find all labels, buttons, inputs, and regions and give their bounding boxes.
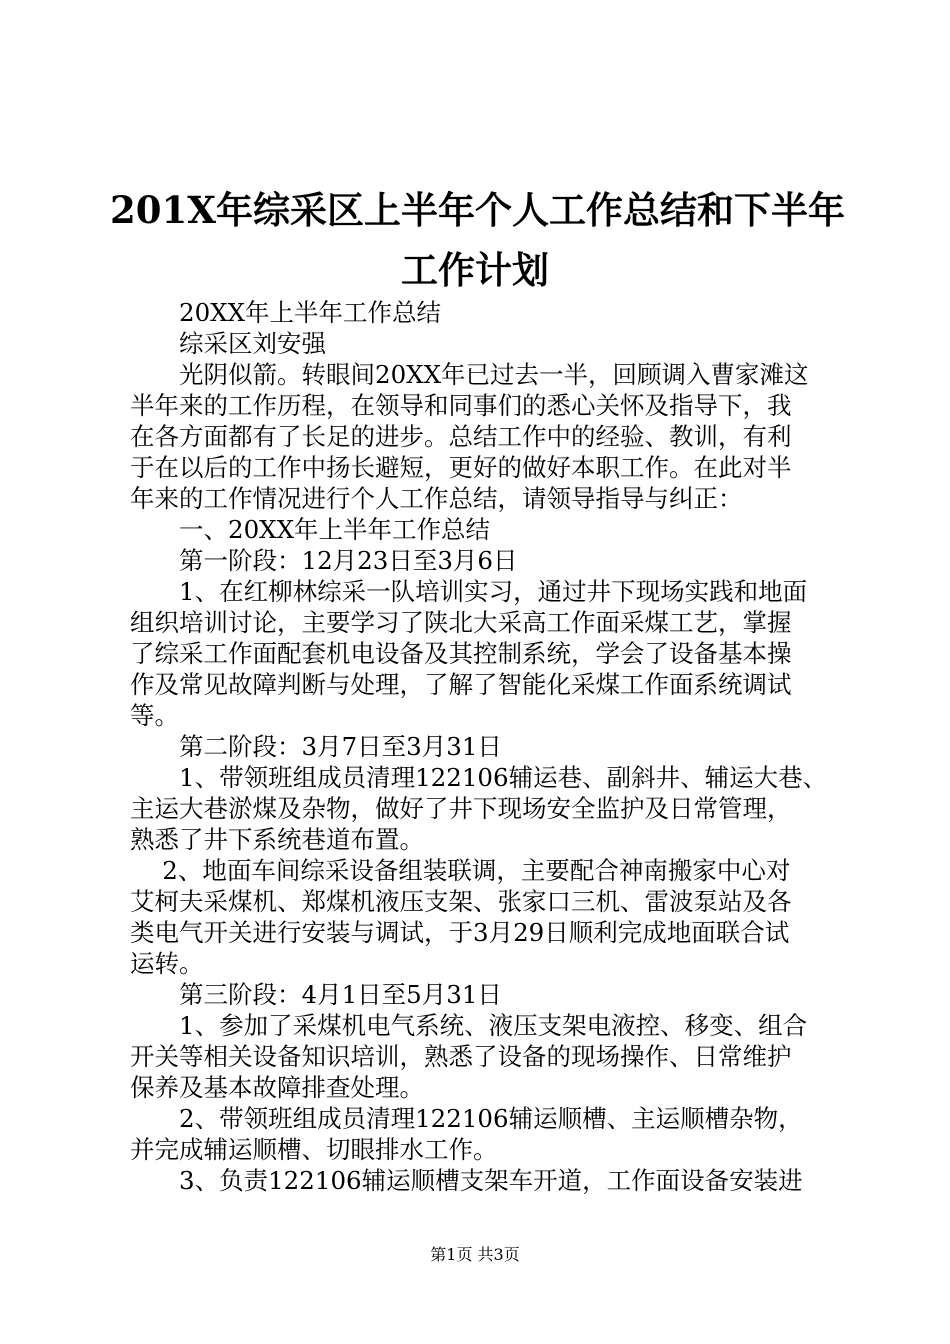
body-line: 作及常见故障判断与处理，了解了智能化采煤工作面系统调试 <box>130 670 792 699</box>
section-heading: 一、20XX年上半年工作总结 <box>130 515 491 544</box>
body-line: 主运大巷淤煤及杂物，做好了井下现场安全监护及日常管理， <box>130 794 792 823</box>
body-line: 在各方面都有了长足的进步。总结工作中的经验、教训，有利 <box>130 422 792 451</box>
body-line: 运转。 <box>130 949 204 978</box>
body-line: 半年来的工作历程，在领导和同事们的悉心关怀及指导下，我 <box>130 391 792 420</box>
body-line: 于在以后的工作中扬长避短，更好的做好本职工作。在此对半 <box>130 453 792 482</box>
body-line: 了综采工作面配套机电设备及其控制系统，学会了设备基本操 <box>130 639 792 668</box>
stage-heading: 第三阶段：4月1日至5月31日 <box>130 980 502 1009</box>
stage-heading: 第一阶段：12月23日至3月6日 <box>130 546 518 575</box>
body-line: 1、在红柳林综采一队培训实习，通过井下现场实践和地面 <box>130 577 808 606</box>
body-line: 3、负责122106辅运顺槽支架车开道，工作面设备安装进 <box>130 1166 803 1195</box>
body-line: 综采区刘安强 <box>130 329 326 358</box>
body-line: 1、带领班组成员清理122106辅运巷、副斜井、辅运大巷、 <box>130 763 828 792</box>
body-line: 类电气开关进行安装与调试，于3月29日顺利完成地面联合试 <box>130 918 790 947</box>
page-footer: 第1页 共3页 <box>430 1245 520 1264</box>
body-line: 组织培训讨论，主要学习了陕北大采高工作面采煤工艺，掌握 <box>130 608 792 637</box>
body-line: 20XX年上半年工作总结 <box>130 298 442 327</box>
body-line: 并完成辅运顺槽、切眼排水工作。 <box>130 1135 498 1164</box>
stage-heading: 第二阶段：3月7日至3月31日 <box>130 732 502 761</box>
body-line: 等。 <box>130 701 179 730</box>
body-line: 艾柯夫采煤机、郑煤机液压支架、张家口三机、雷波泵站及各 <box>130 887 792 916</box>
body-line: 2、地面车间综采设备组装联调，主要配合神南搬家中心对 <box>130 856 791 885</box>
document-title-line-1: 201X年综采区上半年个人工作总结和下半年 <box>110 188 845 232</box>
body-line: 年来的工作情况进行个人工作总结，请领导指导与纠正： <box>130 484 743 513</box>
body-line: 1、参加了采煤机电气系统、液压支架电液控、移变、组合 <box>130 1011 808 1040</box>
body-line: 2、带领班组成员清理122106辅运顺槽、主运顺槽杂物， <box>130 1104 803 1133</box>
document-title-line-2: 工作计划 <box>401 248 549 292</box>
body-line: 保养及基本故障排查处理。 <box>130 1073 424 1102</box>
body-line: 熟悉了井下系统巷道布置。 <box>130 825 424 854</box>
body-line: 光阴似箭。转眼间20XX年已过去一半，回顾调入曹家滩这 <box>130 360 809 389</box>
body-line: 开关等相关设备知识培训，熟悉了设备的现场操作、日常维护 <box>130 1042 792 1071</box>
